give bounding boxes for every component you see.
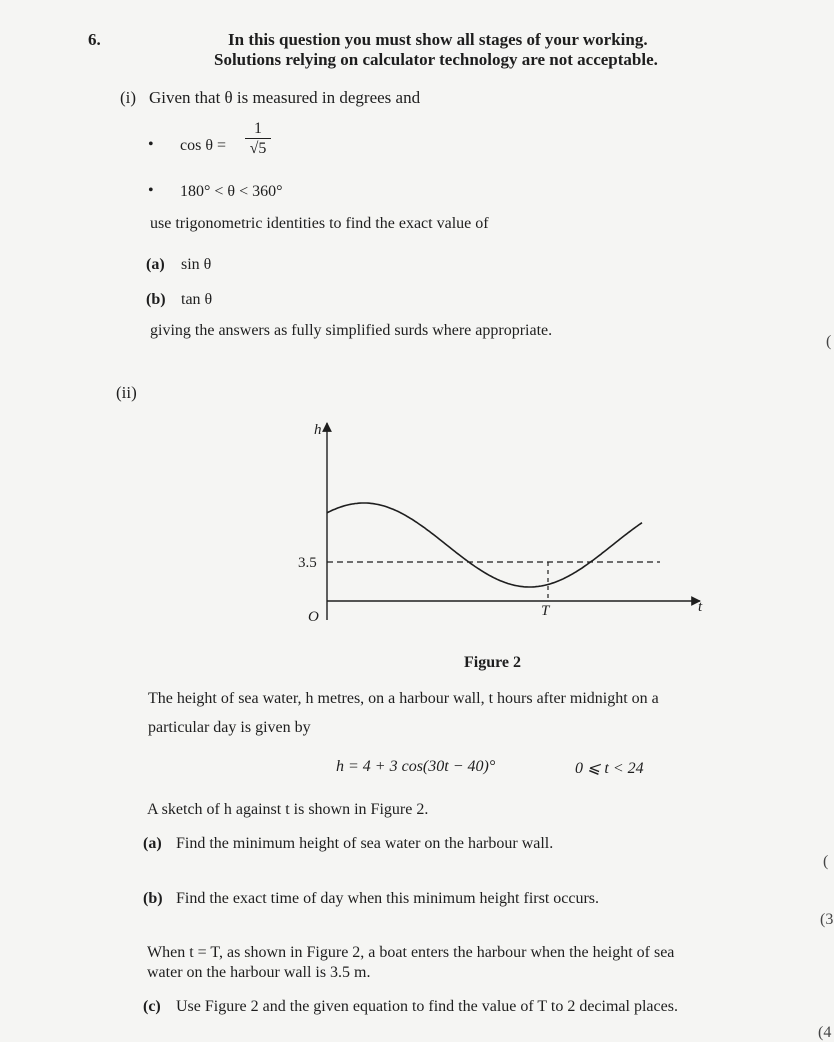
part-ii-c-label: (c) — [143, 998, 161, 1015]
part-i-a-text: sin θ — [181, 256, 212, 273]
part-i-closing: giving the answers as fully simplified surds where appropriate. — [150, 322, 553, 339]
part-i-instruction: use trigonometric identities to find the exact value of — [150, 215, 489, 232]
part-ii-c-text: Use Figure 2 and the given equation to find the value of T to 2 decimal places. — [176, 998, 678, 1015]
when-line-2: water on the harbour wall is 3.5 m. — [147, 964, 371, 981]
fraction-numerator: 1 — [254, 120, 262, 137]
figure-caption: Figure 2 — [464, 654, 522, 671]
margin-mark-4: (4 — [818, 1024, 832, 1041]
part-i-intro: Given that θ is measured in degrees and — [149, 88, 421, 107]
reference-tick-label: 3.5 — [298, 555, 317, 571]
origin-label: O — [308, 609, 319, 625]
bullet-2-icon: • — [148, 182, 154, 199]
fraction-denominator: √5 — [249, 140, 267, 157]
height-equation: h = 4 + 3 cos(30t − 40)° — [336, 758, 496, 775]
figure-2-chart — [290, 415, 720, 635]
description-line-1: The height of sea water, h metres, on a harbour wall, t hours after midnight on a — [148, 690, 659, 707]
when-line-1: When t = T, as shown in Figure 2, a boat enters the harbour when the height of sea — [147, 944, 675, 961]
part-ii-a-text: Find the minimum height of sea water on the harbour wall. — [176, 835, 554, 852]
part-i-a-label: (a) — [146, 256, 165, 273]
margin-mark-3: (3 — [820, 911, 834, 928]
bullet-2-inequality: 180° < θ < 360° — [180, 183, 283, 200]
part-ii-b-text: Find the exact time of day when this minimum height first occurs. — [176, 890, 600, 907]
y-axis-label: h — [314, 422, 322, 438]
bullet-1-icon: • — [148, 136, 154, 153]
series-curve — [327, 503, 642, 587]
part-ii-label: (ii) — [116, 383, 137, 402]
instruction-line-2: Solutions relying on calculator technology are not acceptable. — [214, 50, 658, 69]
equation-domain: 0 ⩽ t < 24 — [575, 760, 644, 777]
margin-mark-1: ( — [826, 333, 832, 350]
t-marker-label: T — [541, 603, 550, 619]
bullet-1-equation: cos θ = — [180, 137, 227, 154]
description-line-2: particular day is given by — [148, 719, 311, 736]
part-ii-a-label: (a) — [143, 835, 162, 852]
part-i-b-text: tan θ — [181, 291, 213, 308]
x-axis-label: t — [698, 599, 703, 615]
instruction-line-1: In this question you must show all stages of your working. — [228, 30, 648, 49]
part-i-b-label: (b) — [146, 291, 166, 308]
part-i-label: (i) — [120, 88, 137, 107]
part-ii-b-label: (b) — [143, 890, 163, 907]
cos-fraction — [245, 120, 271, 159]
question-number: 6. — [88, 30, 101, 49]
sketch-text: A sketch of h against t is shown in Figure 2. — [147, 801, 429, 818]
margin-mark-2: ( — [823, 853, 829, 870]
